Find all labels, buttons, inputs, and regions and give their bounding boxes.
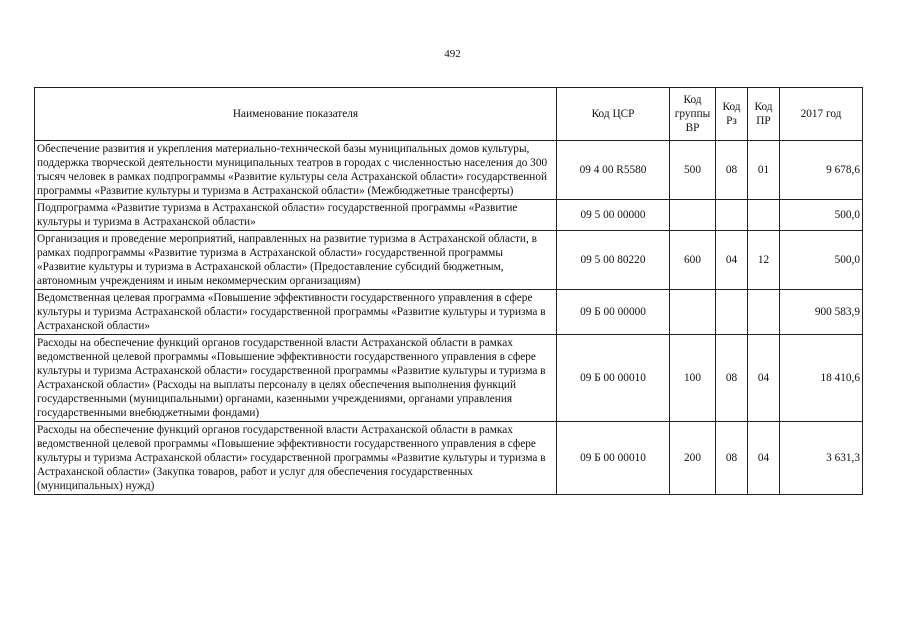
row-vr-code: 600 bbox=[670, 231, 716, 290]
table-row bbox=[35, 290, 863, 335]
row-rz-code bbox=[716, 290, 748, 335]
row-amount: 9 678,6 bbox=[780, 141, 863, 200]
row-indicator-name: Расходы на обеспечение функций органов государственной власти Астраханской области в рамках ведомственной целевой программы «Повышение эффективности государственного управления в сфере культуры и туризма Астраханской области» государственной программы «Развитие культуры и туризма в Астраханской области» (Закупка товаров, работ и услуг для обеспечения государственных (муниципальных) нужд) bbox=[35, 422, 557, 495]
header-pr-code: Код ПР bbox=[748, 88, 780, 141]
row-indicator-name: Расходы на обеспечение функций органов государственной власти Астраханской области в рамках ведомственной целевой программы «Повышение эффективности государственного управления в сфере культуры и туризма Астраханской области» государственной программы «Развитие культуры и туризма в Астраханской области» (Расходы на выплаты персоналу в целях обеспечения выполнения функций государственными (муниципальными) органами, казенными учреждениями, органами управления государственными внебюджетными фондами) bbox=[35, 335, 557, 422]
header-vr-group-code: Код группы ВР bbox=[670, 88, 716, 141]
row-csr-code: 09 Б 00 00010 bbox=[557, 422, 670, 495]
row-rz-code: 04 bbox=[716, 231, 748, 290]
table-row bbox=[35, 335, 863, 422]
table-row bbox=[35, 141, 863, 200]
row-indicator-name: Ведомственная целевая программа «Повышение эффективности государственного управления в сфере культуры и туризма Астраханской области» государственной программы «Развитие культуры и туризма в Астраханской области» bbox=[35, 290, 557, 335]
row-amount: 3 631,3 bbox=[780, 422, 863, 495]
row-vr-code bbox=[670, 200, 716, 231]
header-rz-code: Код Рз bbox=[716, 88, 748, 141]
row-vr-code: 500 bbox=[670, 141, 716, 200]
row-pr-code: 04 bbox=[748, 422, 780, 495]
header-indicator-name: Наименование показателя bbox=[35, 88, 557, 141]
row-pr-code: 04 bbox=[748, 335, 780, 422]
row-csr-code: 09 4 00 R5580 bbox=[557, 141, 670, 200]
header-csr-code: Код ЦСР bbox=[557, 88, 670, 141]
row-amount: 500,0 bbox=[780, 200, 863, 231]
table-header-row bbox=[35, 88, 863, 141]
header-year-2017: 2017 год bbox=[780, 88, 863, 141]
table-row bbox=[35, 200, 863, 231]
table-row bbox=[35, 231, 863, 290]
row-vr-code: 100 bbox=[670, 335, 716, 422]
row-pr-code: 12 bbox=[748, 231, 780, 290]
row-indicator-name: Обеспечение развития и укрепления материально-технической базы муниципальных домов культуры, поддержка творческой деятельности муниципальных театров в городах с численностью населения до 300 тысяч человек в рамках подпрограммы «Развитие культуры села Астраханской области» государственной программы «Развитие культуры и туризма в Астраханской области» (Межбюджетные трансферты) bbox=[35, 141, 557, 200]
row-pr-code bbox=[748, 290, 780, 335]
row-csr-code: 09 Б 00 00010 bbox=[557, 335, 670, 422]
page-number: 492 bbox=[444, 48, 461, 60]
row-amount: 900 583,9 bbox=[780, 290, 863, 335]
row-indicator-name: Подпрограмма «Развитие туризма в Астраханской области» государственной программы «Развитие культуры и туризма в Астраханской области» bbox=[35, 200, 557, 231]
row-vr-code: 200 bbox=[670, 422, 716, 495]
table-row bbox=[35, 422, 863, 495]
row-amount: 500,0 bbox=[780, 231, 863, 290]
row-csr-code: 09 5 00 00000 bbox=[557, 200, 670, 231]
row-rz-code: 08 bbox=[716, 422, 748, 495]
row-amount: 18 410,6 bbox=[780, 335, 863, 422]
row-vr-code bbox=[670, 290, 716, 335]
row-csr-code: 09 5 00 80220 bbox=[557, 231, 670, 290]
row-rz-code: 08 bbox=[716, 141, 748, 200]
row-pr-code: 01 bbox=[748, 141, 780, 200]
row-rz-code bbox=[716, 200, 748, 231]
row-indicator-name: Организация и проведение мероприятий, направленных на развитие туризма в Астраханской области, в рамках подпрограммы «Развитие туризма в Астраханской области» государственной программы «Развитие культуры и туризма в Астраханской области» (Предоставление субсидий бюджетным, автономным учреждениям и иным некоммерческим организациям) bbox=[35, 231, 557, 290]
row-csr-code: 09 Б 00 00000 bbox=[557, 290, 670, 335]
budget-table bbox=[34, 87, 863, 495]
row-rz-code: 08 bbox=[716, 335, 748, 422]
row-pr-code bbox=[748, 200, 780, 231]
